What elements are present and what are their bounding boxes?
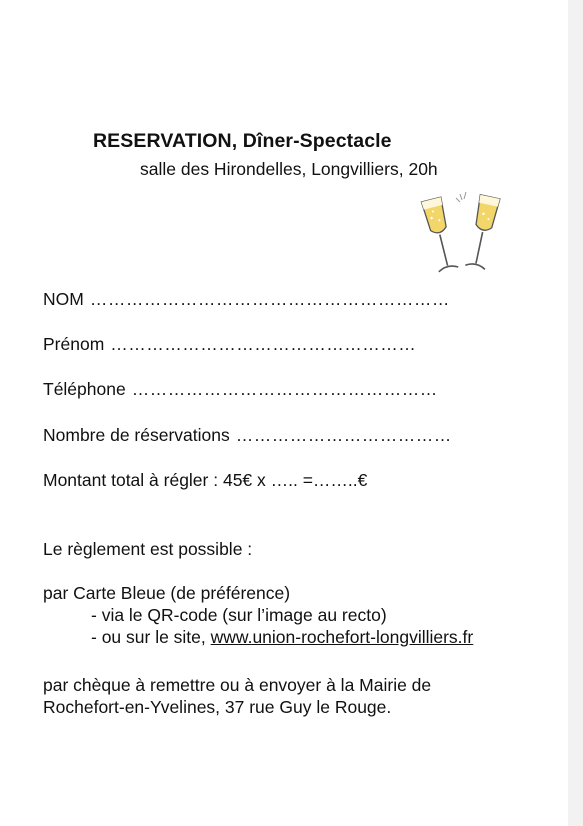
- payment-card-option-site-prefix: - ou sur le site,: [91, 627, 211, 647]
- field-montant-total[interactable]: Montant total à régler : 45€ x ….. =……..€: [43, 470, 368, 490]
- payment-cheque-line1: par chèque à remettre ou à envoyer à la Mairie de: [43, 675, 432, 695]
- page-subtitle: salle des Hirondelles, Longvilliers, 20h: [140, 159, 438, 179]
- champagne-glasses-icon: [420, 190, 505, 280]
- field-nombre-label: Nombre de réservations: [43, 425, 230, 445]
- field-nom-label: NOM: [43, 289, 84, 309]
- payment-card-heading: par Carte Bleue (de préférence): [43, 583, 291, 603]
- payment-card-option-qr: - via le QR-code (sur l’image au recto): [91, 605, 387, 625]
- payment-card-option-site: [43, 626, 473, 648]
- page-title: RESERVATION, Dîner-Spectacle: [93, 130, 392, 152]
- field-nombre-reservations: [43, 425, 452, 446]
- field-telephone-label: Téléphone: [43, 379, 126, 399]
- payment-intro: Le règlement est possible :: [43, 539, 253, 559]
- field-nom: [43, 289, 450, 310]
- field-nombre-dots[interactable]: ………………………………: [235, 425, 452, 445]
- field-prenom-label: Prénom: [43, 334, 105, 354]
- field-nom-dots[interactable]: ……………………………………………………: [89, 289, 450, 309]
- field-prenom: [43, 334, 416, 355]
- field-telephone: [43, 379, 438, 400]
- field-telephone-dots[interactable]: ……………………………………………: [131, 379, 438, 399]
- payment-cheque-line2: Rochefort-en-Yvelines, 37 rue Guy le Rouge.: [43, 697, 392, 717]
- field-prenom-dots[interactable]: ……………………………………………: [110, 334, 417, 354]
- website-link[interactable]: www.union-rochefort-longvilliers.fr: [210, 627, 474, 647]
- page-edge: [568, 0, 583, 826]
